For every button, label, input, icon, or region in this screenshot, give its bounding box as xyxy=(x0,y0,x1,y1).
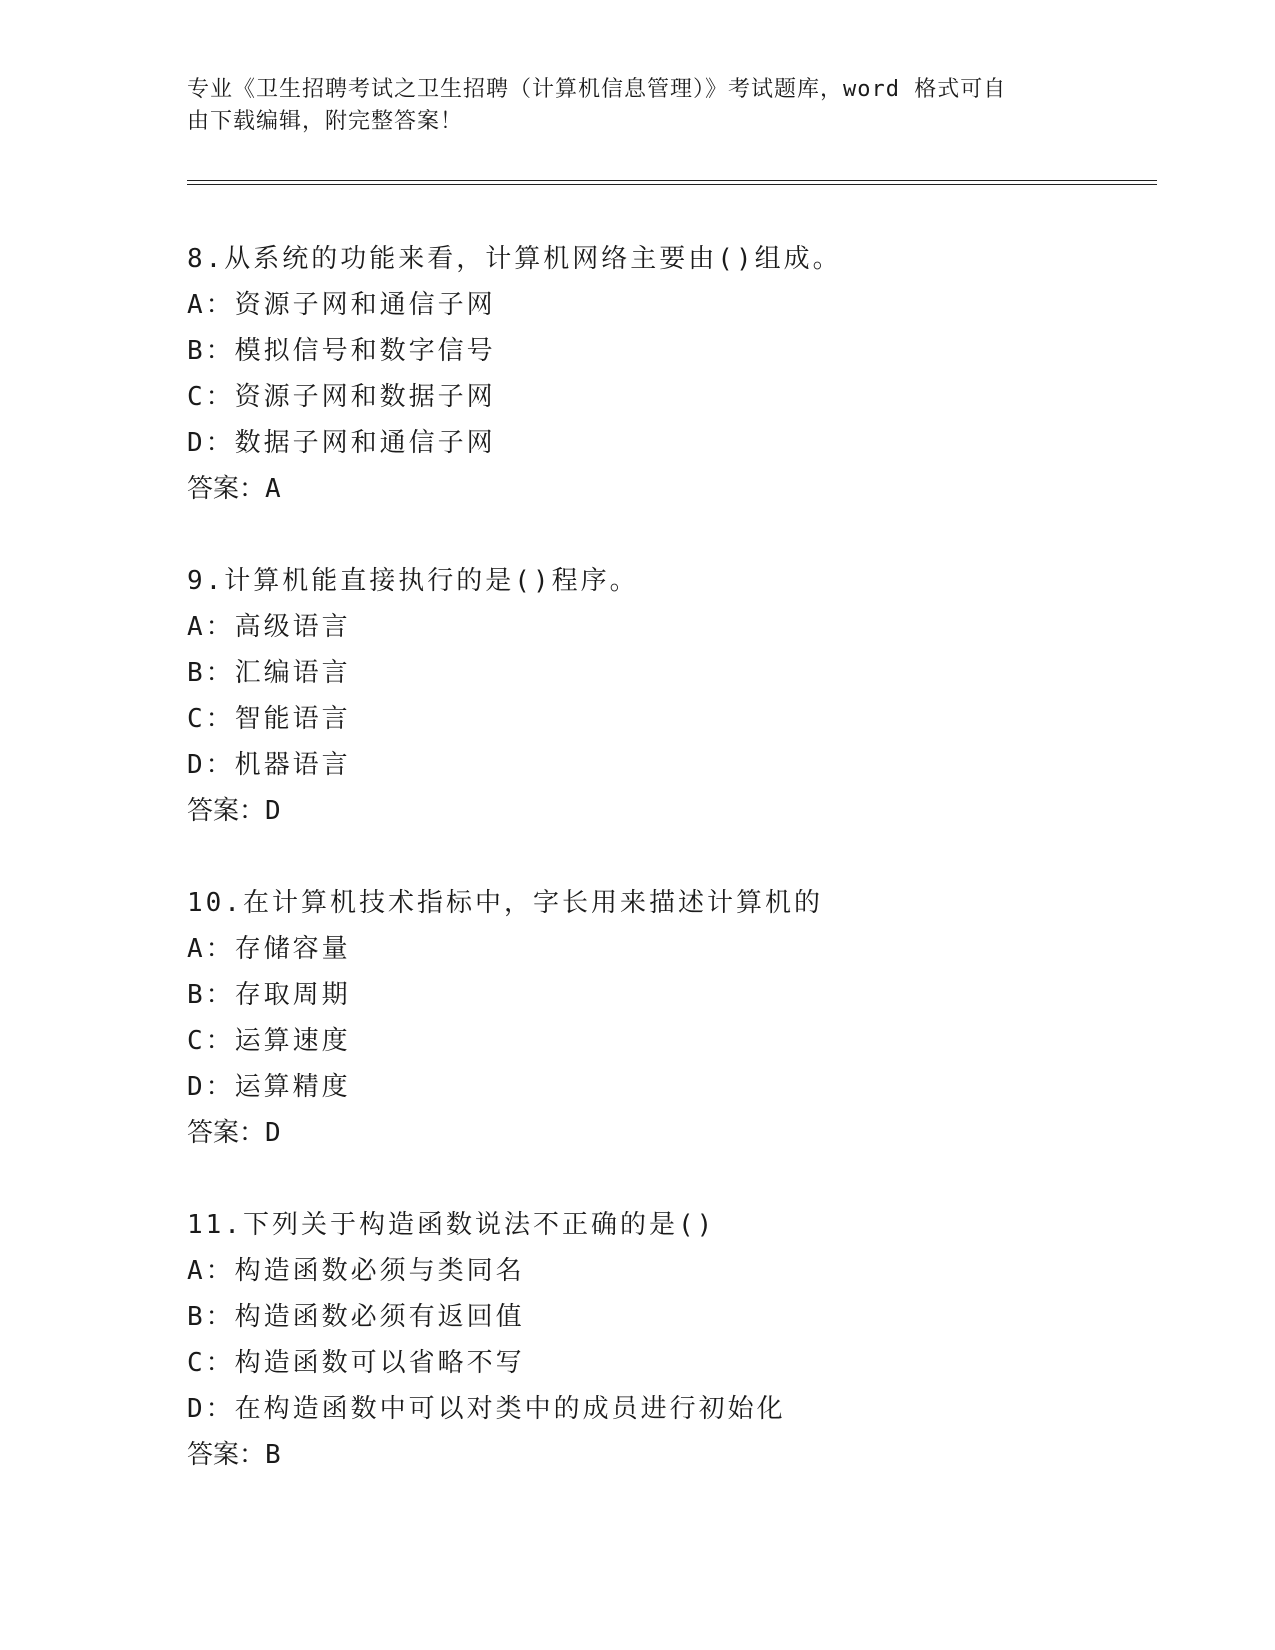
option-b: B：模拟信号和数字信号 xyxy=(187,336,496,366)
option-d: D：机器语言 xyxy=(187,750,351,780)
question-item xyxy=(187,558,1147,834)
option-d: D：在构造函数中可以对类中的成员进行初始化 xyxy=(187,1394,786,1424)
answer-text: 答案：D xyxy=(187,796,281,826)
option-b: B：存取周期 xyxy=(187,980,351,1010)
header-line-1: 专业《卫生招聘考试之卫生招聘（计算机信息管理）》考试题库，word 格式可自 xyxy=(187,77,1007,102)
question-stem: 11.下列关于构造函数说法不正确的是() xyxy=(187,1210,716,1240)
option-b: B：汇编语言 xyxy=(187,658,351,688)
option-c: C：资源子网和数据子网 xyxy=(187,382,496,412)
option-d: D：数据子网和通信子网 xyxy=(187,428,496,458)
answer-text: 答案：B xyxy=(187,1440,281,1470)
option-a: A：构造函数必须与类同名 xyxy=(187,1256,525,1286)
question-stem: 10.在计算机技术指标中，字长用来描述计算机的 xyxy=(187,888,823,918)
question-list xyxy=(187,236,1147,1524)
option-a: A：资源子网和通信子网 xyxy=(187,290,496,320)
document-header xyxy=(187,74,1067,138)
option-a: A：存储容量 xyxy=(187,934,351,964)
option-b: B：构造函数必须有返回值 xyxy=(187,1302,525,1332)
answer-text: 答案：D xyxy=(187,1118,281,1148)
question-item xyxy=(187,880,1147,1156)
option-d: D：运算精度 xyxy=(187,1072,351,1102)
option-c: C：运算速度 xyxy=(187,1026,351,1056)
option-c: C：智能语言 xyxy=(187,704,351,734)
question-item xyxy=(187,236,1147,512)
option-a: A：高级语言 xyxy=(187,612,351,642)
question-stem: 8.从系统的功能来看，计算机网络主要由()组成。 xyxy=(187,244,842,274)
answer-text: 答案：A xyxy=(187,474,281,504)
header-divider-bottom xyxy=(187,184,1157,185)
question-stem: 9.计算机能直接执行的是()程序。 xyxy=(187,566,639,596)
question-item xyxy=(187,1202,1147,1478)
header-divider-top xyxy=(187,180,1157,181)
option-c: C：构造函数可以省略不写 xyxy=(187,1348,525,1378)
header-line-2: 由下载编辑，附完整答案！ xyxy=(187,109,464,134)
